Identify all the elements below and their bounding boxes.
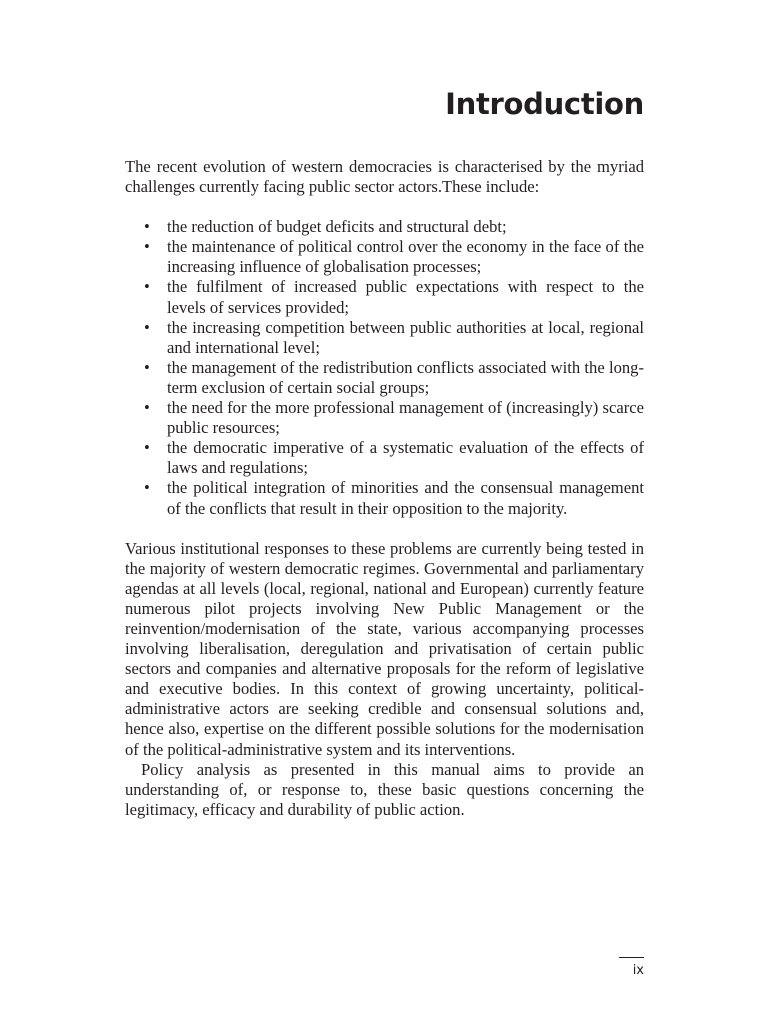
list-item-text: the democratic imperative of a systematic evaluation of the effects of laws and regulations; bbox=[167, 438, 644, 478]
bullet-marker: • bbox=[144, 237, 150, 257]
list-item-text: the increasing competition between public authorities at local, regional and international level; bbox=[167, 317, 644, 357]
list-item bbox=[125, 438, 644, 478]
list-item-text: the need for the more professional management of (increasingly) scarce public resources; bbox=[167, 398, 644, 438]
page-number: ix bbox=[632, 963, 644, 978]
page-title: Introduction bbox=[445, 87, 644, 122]
list-item-text: the political integration of minorities and the consensual management of the conflicts that result in their opposition to the majority. bbox=[167, 478, 644, 518]
list-item bbox=[125, 237, 644, 277]
list-item bbox=[125, 318, 644, 358]
challenges-list bbox=[125, 217, 644, 518]
body-paragraph-2: Various institutional responses to these problems are currently being tested in the majority of western democratic regimes. Governmental and parliamentary agendas at all levels (local, regional, national and European) currently feature numerous pilot projects involving New Public Management or the reinvention/modernisation of the state, various accompanying processes involving liberalisation, deregulation and privatisation of certain public sectors and companies and alternative proposals for the reform of legislative and executive bodies. In this context of growing uncertainty, political-administrative actors are seeking credible and consensual solutions and, hence also, expertise on the different possible solutions for the modernisation of the political-administrative system and its interventions. bbox=[125, 538, 644, 759]
list-item-text: the maintenance of political control over the economy in the face of the increasing influence of globalisation processes; bbox=[167, 237, 644, 277]
list-item bbox=[125, 358, 644, 398]
bullet-marker: • bbox=[144, 357, 150, 377]
bullet-marker: • bbox=[144, 277, 150, 297]
list-item-text: the management of the redistribution conflicts associated with the long-term exclusion of certain social groups; bbox=[167, 357, 644, 397]
list-item bbox=[125, 398, 644, 438]
bullet-marker: • bbox=[144, 317, 150, 337]
list-item bbox=[125, 478, 644, 518]
body-text bbox=[125, 157, 644, 820]
list-item-text: the reduction of budget deficits and structural debt; bbox=[167, 217, 507, 237]
list-item-text: the fulfilment of increased public expectations with respect to the levels of services provided; bbox=[167, 277, 644, 317]
page-number-rule bbox=[619, 957, 644, 958]
bullet-marker: • bbox=[144, 478, 150, 498]
list-item bbox=[125, 217, 644, 237]
bullet-marker: • bbox=[144, 398, 150, 418]
list-item bbox=[125, 277, 644, 317]
bullet-marker: • bbox=[144, 438, 150, 458]
bullet-marker: • bbox=[144, 217, 150, 237]
intro-paragraph: The recent evolution of western democracies is characterised by the myriad challenges currently facing public sector actors.These include: bbox=[125, 157, 644, 197]
body-paragraph-3: Policy analysis as presented in this manual aims to provide an understanding of, or response to, these basic questions concerning the legitimacy, efficacy and durability of public action. bbox=[125, 759, 644, 819]
